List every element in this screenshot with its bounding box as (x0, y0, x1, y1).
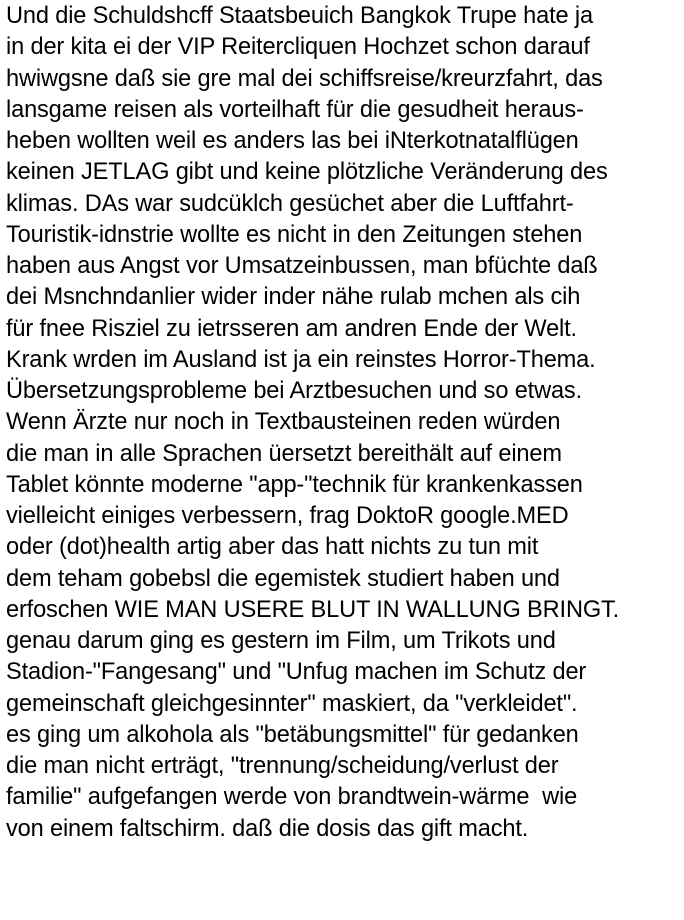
text-line: heben wollten weil es anders las bei iNterkotnatalflügen (6, 128, 579, 154)
text-line: Wenn Ärzte nur noch in Textbausteinen reden würden (6, 409, 561, 436)
text-line: Touristik-idnstrie wollte es nicht in den Zeitungen stehen (6, 221, 583, 248)
text-line: keinen JETLAG gibt und keine plötzliche Veränderung des (6, 159, 608, 186)
text-line: gemeinschaft gleichgesinnter" maskiert, da "verkleidet". (6, 690, 578, 717)
text-line: klimas. DAs war sudcüklch gesüchet aber die Luftfahrt- (6, 190, 574, 217)
text-line: von einem faltschirm. daß die dosis das gift macht. (6, 815, 529, 842)
text-line: genau darum ging es gestern im Film, um Trikots und (6, 628, 556, 654)
text-line: in der kita ei der VIP Reitercliquen Hochzet schon darauf (6, 34, 590, 61)
text-line: die man in alle Sprachen üersetzt bereithält auf einem (6, 440, 562, 467)
document-body (6, 1, 682, 845)
text-line: haben aus Angst vor Umsatzeinbussen, man bfüchte daß (6, 253, 598, 279)
text-line: oder (dot)health artig aber das hatt nichts zu tun mit (6, 534, 539, 561)
text-line: hwiwgsne daß sie gre mal dei schiffsreise/kreurzfahrt, das (6, 65, 603, 92)
text-line: für fnee Risziel zu ietrsseren am andren Ende der Welt. (6, 315, 577, 342)
text-line: Übersetzungsprobleme bei Arztbesuchen und so etwas. (6, 378, 582, 404)
text-line: lansgame reisen als vorteilhaft für die gesudheit heraus- (6, 96, 584, 123)
text-line: Tablet könnte moderne "app-"technik für krankenkassen (6, 471, 583, 498)
text-line: dem teham gobebsl die egemistek studiert haben und (6, 565, 560, 592)
text-line: es ging um alkohola als "betäbungsmittel" für gedanken (6, 721, 579, 748)
text-line: vielleicht einiges verbessern, frag DoktoR google.MED (6, 503, 569, 529)
text-line: dei Msnchndanlier wider inder nähe rulab mchen als cih (6, 284, 581, 311)
text-line: Stadion-"Fangesang" und "Unfug machen im Schutz der (6, 659, 587, 686)
text-line: Krank wrden im Ausland ist ja ein reinstes Horror-Thema. (6, 346, 596, 373)
text-line: familie" aufgefangen werde von brandtwein-wärme wie (6, 784, 578, 811)
text-line: Und die Schuldshcff Staatsbeuich Bangkok Trupe hate ja (6, 3, 593, 29)
text-line: erfoschen WIE MAN USERE BLUT IN WALLUNG BRINGT. (6, 596, 620, 623)
text-line: die man nicht erträgt, "trennung/scheidung/verlust der (6, 753, 559, 779)
